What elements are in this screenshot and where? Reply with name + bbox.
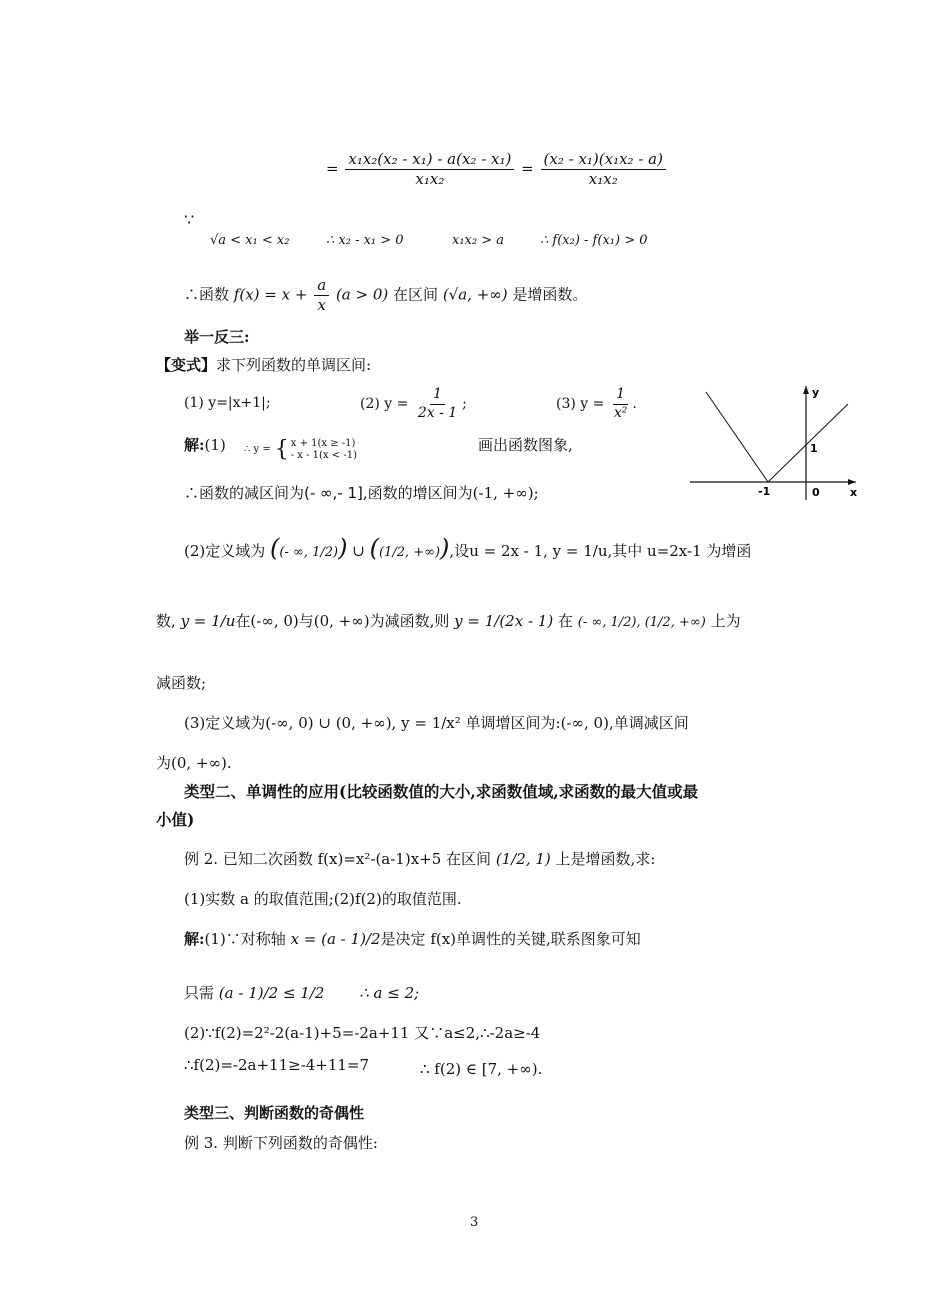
example-2-questions: (1)实数 a 的取值范围;(2)f(2)的取值范围.	[184, 890, 462, 908]
solution-2-line-3: 减函数;	[156, 674, 207, 692]
conclusion-interval: (√a, +∞)	[442, 285, 508, 304]
graph-y-label: y	[812, 386, 820, 399]
sol2-zai: 在	[557, 612, 573, 630]
because-cond-4: ∴ f(x₂) - f(x₁) > 0	[540, 233, 648, 248]
section-2-title-line-1: 类型二、单调性的应用(比较函数值的大小,求函数值域,求函数的最大值或最	[184, 782, 699, 801]
sol2-decreasing-text: 在(-∞, 0)与(0, +∞)为减函数,则	[235, 612, 450, 630]
section-2-title-line-2: 小值)	[156, 810, 195, 829]
problem-2	[360, 386, 467, 422]
graph-tick-one: 1	[810, 442, 818, 455]
conclusion-cond: (a > 0)	[335, 285, 389, 304]
example-2-suffix: 上是增函数,求:	[555, 850, 656, 868]
because-cond-1: √a < x₁ < x₂	[210, 233, 290, 248]
problem-3-den: x²	[613, 404, 628, 421]
sol2-y-u: y = 1/u	[180, 612, 236, 630]
solution-3-line-1	[184, 716, 689, 731]
graph-tick-neg-one: -1	[758, 485, 771, 498]
example-2-sol-need: 只需	[184, 984, 215, 1002]
increasing-text: ,函数的增区间为(-1, +∞);	[362, 484, 539, 502]
solution-3-line-2: 为(0, +∞).	[156, 754, 232, 772]
intro-lhs-denominator: x₁x₂	[415, 169, 445, 188]
example-2-text: 例 2. 已知二次函数 f(x)=x²-(a-1)x+5 在区间	[184, 850, 492, 868]
conclusion-line	[184, 276, 587, 315]
conclusion-suffix: 是增函数。	[512, 285, 588, 304]
example-3-line: 例 3. 判断下列函数的奇偶性:	[184, 1134, 378, 1152]
because-cond-2: ∴ x₂ - x₁ > 0	[326, 233, 404, 248]
draw-graph-text: 画出函数图象,	[478, 436, 573, 454]
intro-rhs-numerator: (x₂ - x₁)(x₁x₂ - a)	[541, 150, 666, 170]
conclusion-func: f(x) = x +	[233, 285, 308, 304]
example-2-sol-axis: x = (a - 1)/2	[290, 930, 381, 948]
problem-2-end: ;	[462, 396, 467, 412]
because-symbol: ∵	[184, 210, 195, 229]
decreasing-interval: (- ∞,- 1]	[304, 484, 363, 502]
section-1-title: 举一反三:	[184, 328, 250, 346]
intro-equation: = $\frac{\text{x₁x₂(x₂ - x₁) - a(x₂ - x₁)}}{\text{x₁x₂}}$ = $\frac{\text{(x₂ - x₁)(x₁x₂ - a)}}{\text{x₁x₂}}$	[326, 150, 668, 189]
sol2-where: ,其中 u=2x-1 为增函	[607, 542, 752, 560]
sol3-intervals: 单调增区间为:(-∞, 0),单调减区间	[465, 714, 689, 732]
intro-rhs-denominator: x₁x₂	[588, 169, 618, 188]
solution-label: 解:	[184, 436, 205, 454]
because-cond-3: x₁x₂ > a	[452, 233, 504, 248]
example-2-solution-line-4: ∴f(2)=-2a+11≥-4+11=7	[184, 1056, 370, 1074]
sol2-u-frac: 1/u	[583, 542, 608, 560]
piecewise-brace: {	[274, 437, 289, 462]
problem-3-num: 1	[613, 386, 628, 405]
section-3-title: 类型三、判断函数的奇偶性	[184, 1104, 365, 1122]
problem-2-den: 2x - 1	[417, 404, 458, 421]
solution-step-1: (1)	[204, 436, 226, 454]
example-2-solution-line-1	[184, 932, 641, 947]
sol2-y-fn: y = 1/(2x - 1)	[454, 612, 554, 630]
example-2-solution-line-5: ∴ f(2) ∈ [7, +∞).	[420, 1060, 543, 1078]
sol2-union: ∪	[352, 542, 365, 560]
piecewise-bottom: - x - 1(x < -1)	[290, 450, 357, 461]
sol2-domain-1: (- ∞, 1/2)	[279, 545, 339, 560]
conclusion-mid: 在区间	[393, 285, 439, 304]
bianshi-line	[156, 358, 371, 373]
sol2-shang-wei: 上为	[710, 612, 741, 630]
problem-3	[556, 386, 637, 422]
sol2-set-u: ,设u = 2x - 1, y =	[449, 542, 579, 560]
graph-x-label: x	[850, 486, 858, 499]
example-2-sol-ineq: (a - 1)/2 ≤ 1/2	[218, 984, 325, 1002]
example-2-sol-axis-label: (1)∵对称轴	[204, 930, 286, 948]
y-axis-arrow	[803, 386, 809, 394]
problem-3-prefix: (3) y =	[556, 396, 605, 412]
graph-left-branch	[706, 392, 768, 482]
piecewise-prefix: ∴ y =	[244, 444, 271, 455]
bianshi-label: 【变式】	[156, 356, 217, 374]
conclusion-frac-num: a	[314, 276, 329, 296]
problem-1: (1) y=|x+1|;	[184, 395, 271, 411]
solution-2-line-2	[156, 614, 741, 629]
sol2-domain-label: (2)定义域为	[184, 542, 266, 560]
page-number: 3	[470, 1215, 479, 1230]
abs-function-graph	[680, 380, 860, 510]
x-axis-arrow	[848, 479, 856, 485]
sol2-domain-2: (1/2, +∞)	[378, 545, 441, 560]
conclusion-prefix: ∴函数	[184, 285, 230, 304]
decreasing-prefix: ∴函数的减区间为	[184, 484, 305, 502]
conclusion-frac-den: x	[317, 295, 326, 314]
example-2-sol-result: ∴ a ≤ 2;	[359, 984, 420, 1002]
bianshi-text: 求下列函数的单调区间:	[216, 356, 372, 374]
decreasing-line	[184, 486, 539, 501]
problem-2-prefix: (2) y =	[360, 396, 409, 412]
piecewise-function	[244, 438, 357, 462]
sol2-intervals: (- ∞, 1/2), (1/2, +∞)	[577, 615, 706, 630]
solution-1-line	[184, 438, 226, 453]
sol2-shu: 数,	[156, 612, 176, 630]
example-2-solution-line-2	[184, 986, 419, 1001]
graph-right-branch	[768, 404, 848, 482]
problem-2-num: 1	[430, 386, 445, 405]
intro-lhs-numerator: x₁x₂(x₂ - x₁) - a(x₂ - x₁)	[345, 150, 514, 170]
example-2-interval: (1/2, 1)	[495, 850, 551, 868]
problem-3-end: .	[632, 396, 637, 412]
example-2-line	[184, 852, 655, 867]
piecewise-top: x + 1(x ≥ -1)	[290, 438, 356, 449]
example-2-sol-label: 解:	[184, 930, 205, 948]
solution-2-line-1: (2)定义域为 ((- ∞, 1/2)) ∪ ((1/2, +∞)),设u = 2x - 1, y = 1/u,其中 u=2x-1 为增函	[184, 534, 752, 562]
sol3-domain: (3)定义域为(-∞, 0) ∪ (0, +∞),	[184, 714, 397, 732]
graph-origin: 0	[812, 486, 820, 499]
example-2-solution-line-3: (2)∵f(2)=2²-2(a-1)+5=-2a+11 又∵a≤2,∴-2a≥-4	[184, 1024, 541, 1042]
example-2-sol-key: 是决定 f(x)单调性的关键,联系图象可知	[380, 930, 641, 948]
sol3-fn: y = 1/x²	[401, 714, 461, 732]
